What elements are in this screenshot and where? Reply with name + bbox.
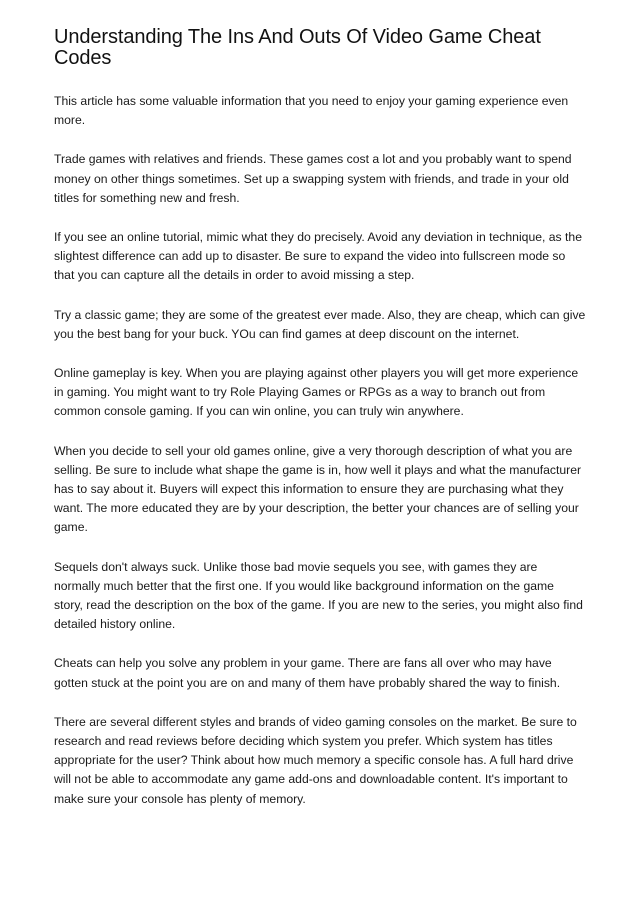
paragraph-consoles: There are several different styles and brands of video gaming consoles on the market. Be sure to research and read reviews before deciding which system you prefer. Which system has titles appropriate for the user? Think about how much memory a specific console has. A full hard drive will not be able to accommodate any game add-ons and downloadable content. It's important to make sure your console has plenty of memory.	[54, 714, 577, 806]
paragraph-cheats: Cheats can help you solve any problem in your game. There are fans all over who may have gotten stuck at the point you are on and many of them have probably shared the way to finish.	[54, 656, 561, 690]
paragraph-trade-games: Trade games with relatives and friends. These games cost a lot and you probably want to spend money on other things sometimes. Set up a swapping system with friends, and trade in your old titles for something new and fresh.	[54, 152, 572, 205]
document-title: Understanding The Ins And Outs Of Video Game Cheat Codes	[54, 26, 541, 69]
paragraph-intro: This article has some valuable information that you need to enjoy your gaming experience even more.	[54, 94, 569, 128]
document-page	[54, 27, 586, 829]
paragraph-classic-game: Try a classic game; they are some of the greatest ever made. Also, they are cheap, which can give you the best bang for your buck. YOu can find games at deep discount on the internet.	[54, 307, 586, 341]
paragraph-online-gameplay: Online gameplay is key. When you are playing against other players you will get more experience in gaming. You might want to try Role Playing Games or RPGs as a way to branch out from common console gaming. If you can win online, you can truly win anywhere.	[54, 366, 579, 419]
paragraph-online-tutorial: If you see an online tutorial, mimic what they do precisely. Avoid any deviation in technique, as the slightest difference can add up to disaster. Be sure to expand the video into fullscreen mode so that you can capture all the details in order to avoid missing a step.	[54, 230, 582, 283]
paragraph-sequels: Sequels don't always suck. Unlike those bad movie sequels you see, with games they are normally much better that the first one. If you would like background information on the game story, read the description on the box of the game. If you are new to the series, you might also find detailed history online.	[54, 559, 583, 632]
paragraph-sell-games: When you decide to sell your old games online, give a very thorough description of what you are selling. Be sure to include what shape the game is in, how well it plays and what the manufacturer has to say about it. Buyers will expect this information to ensure they are purchasing what they want. The more educated they are by your description, the better your chances are of selling your game.	[54, 443, 582, 535]
